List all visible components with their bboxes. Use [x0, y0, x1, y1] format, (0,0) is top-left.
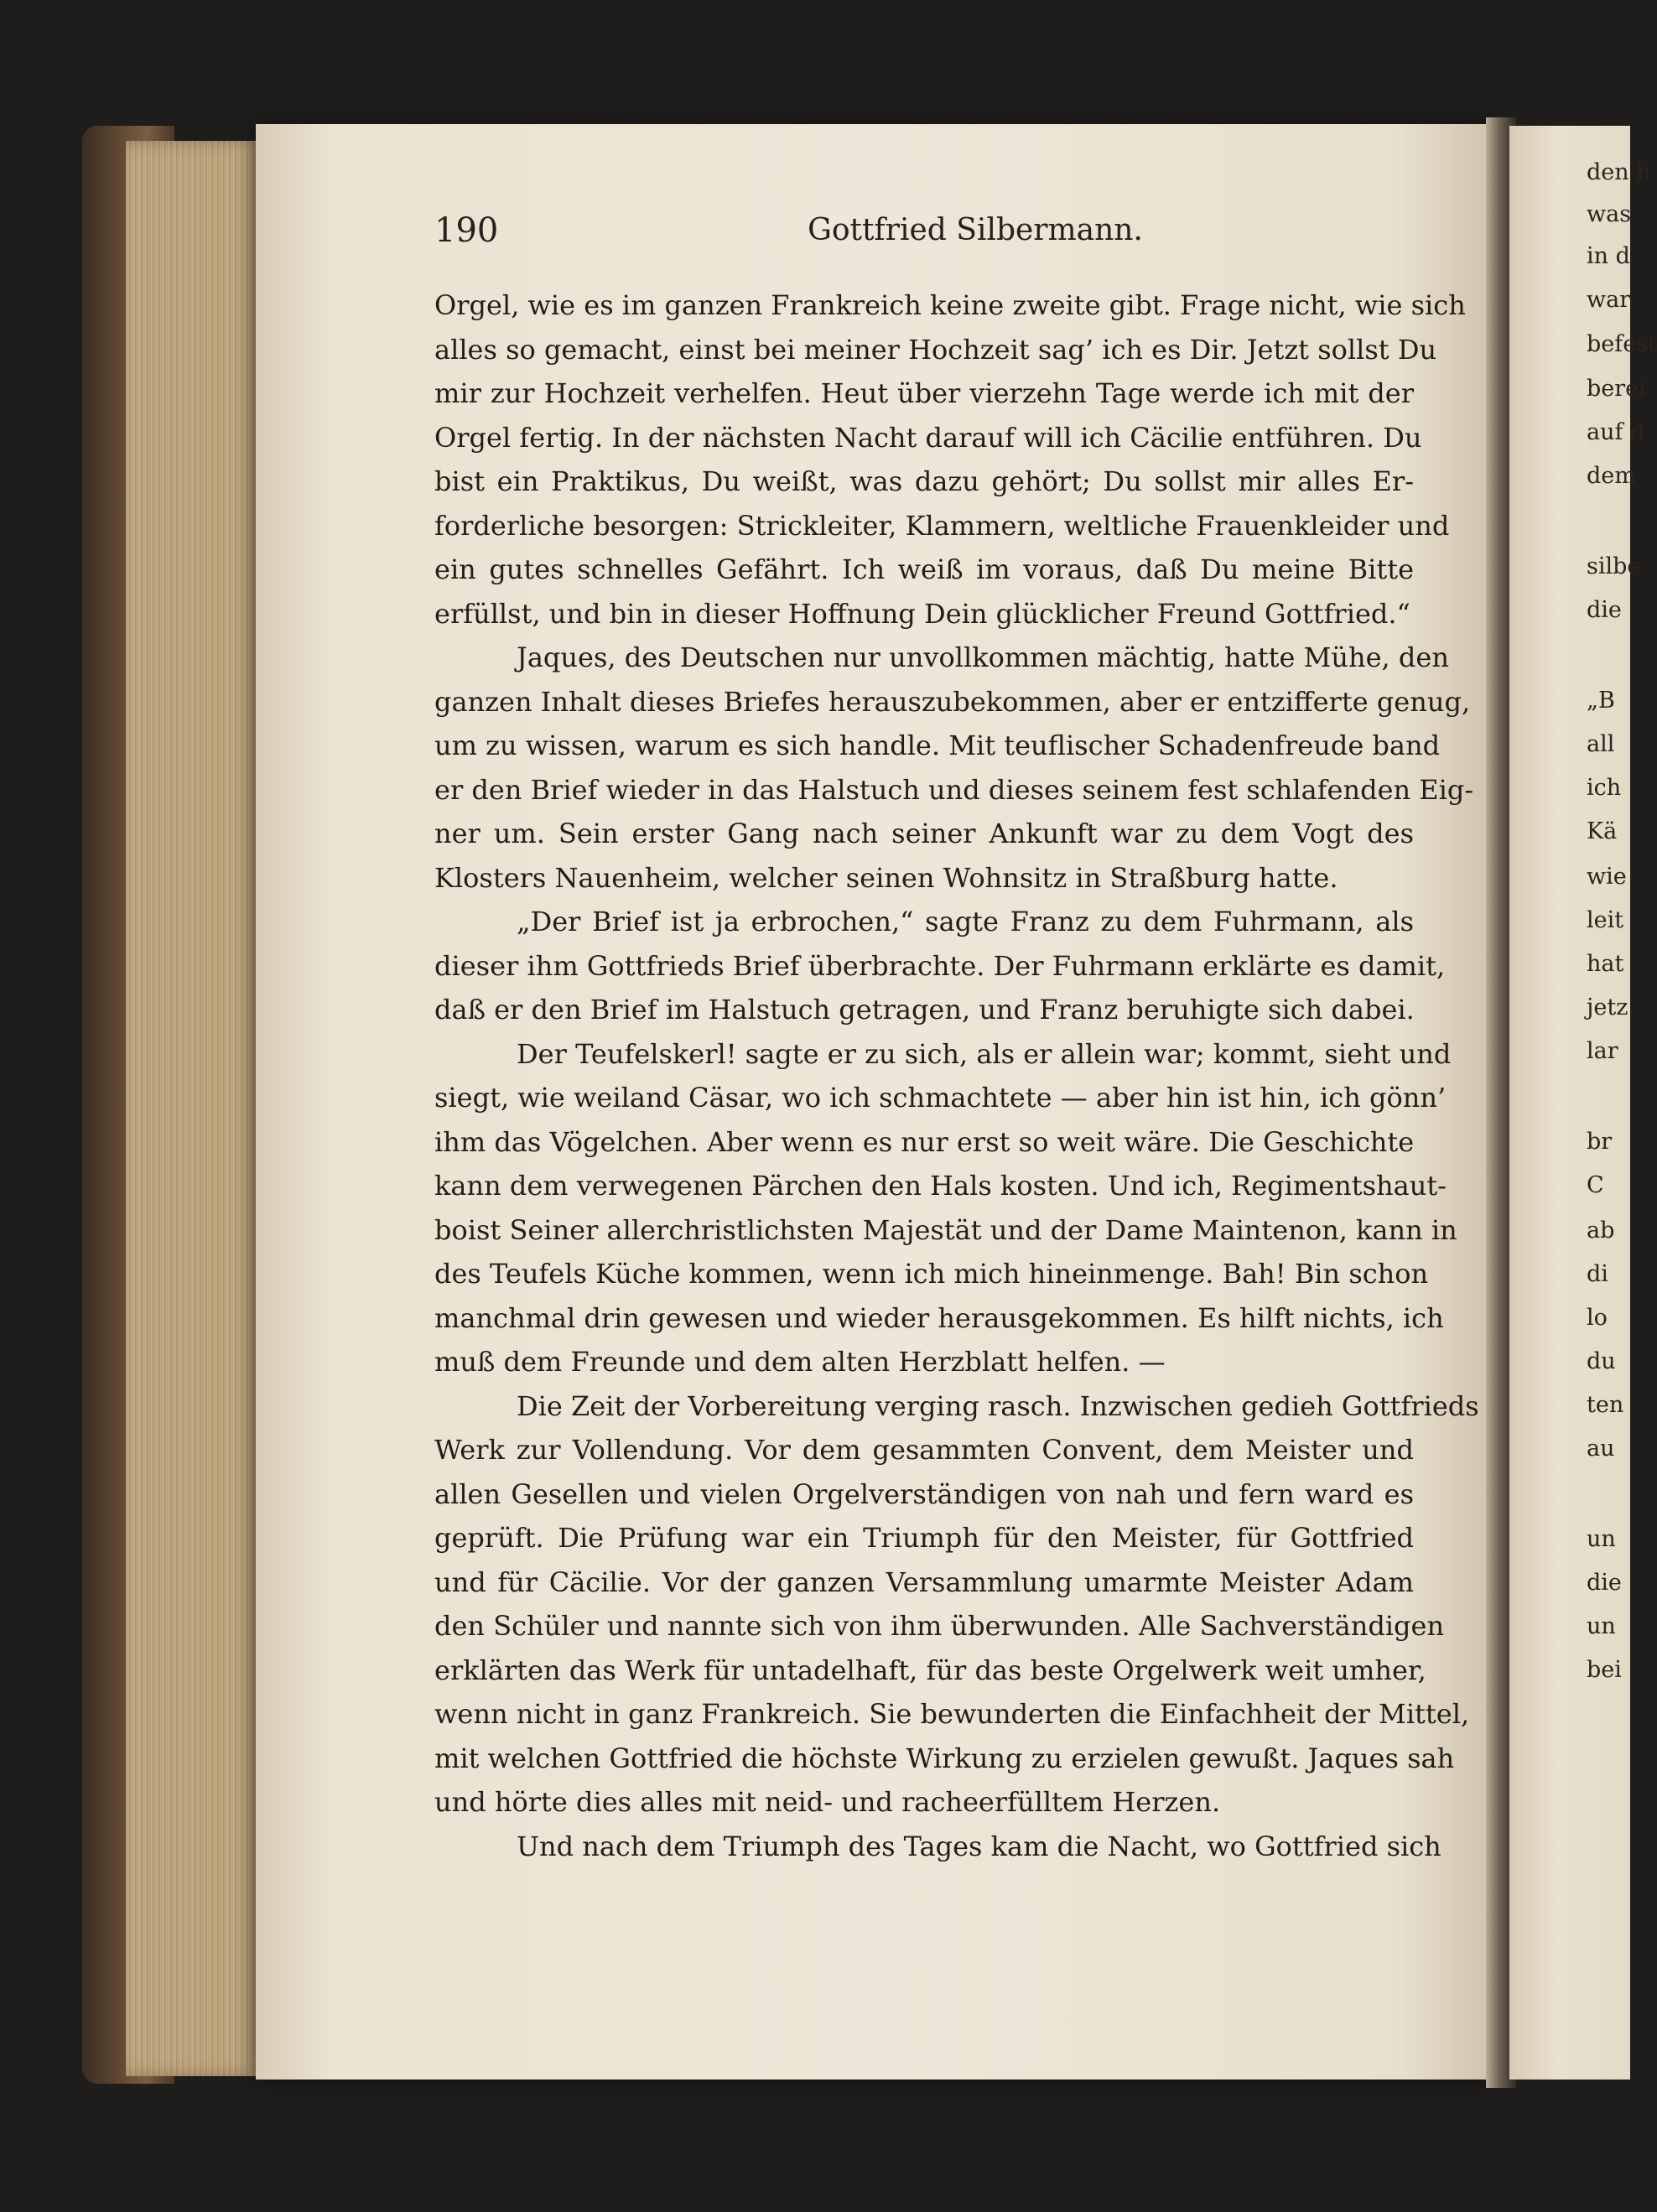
facing-page-text-fragment: br: [1587, 1129, 1613, 1155]
page-stack-edges: [126, 141, 260, 2076]
facing-page-text-fragment: un: [1587, 1613, 1616, 1639]
text-line: Und nach dem Triumph des Tages kam die Nacht, wo Gottfried sich: [517, 1830, 1441, 1862]
facing-page-text-fragment: ab: [1587, 1218, 1615, 1244]
facing-page-text-fragment: lar: [1587, 1038, 1618, 1064]
text-line: Orgel fertig. In der nächsten Nacht darauf will ich Cäcilie entführen. Du: [434, 421, 1422, 454]
text-line: „Der Brief ist ja erbrochen,“ sagte Franz zu dem Fuhrmann, als: [517, 906, 1414, 937]
text-line: Werk zur Vollendung. Vor dem gesammten Convent, dem Meister und: [434, 1434, 1414, 1466]
facing-page-text-fragment: die: [1587, 1570, 1622, 1596]
facing-page-text-fragment: au: [1587, 1436, 1615, 1462]
page-header: [434, 211, 1415, 262]
facing-page-text-fragment: di: [1587, 1261, 1608, 1287]
facing-page-text-fragment: un: [1587, 1526, 1616, 1552]
body-text: [434, 283, 1479, 1868]
facing-page-text-fragment: auf d: [1587, 419, 1645, 445]
text-line: ganzen Inhalt dieses Briefes herauszubekommen, aber er entzifferte genug,: [434, 685, 1471, 718]
facing-page-text-fragment: Kä: [1587, 818, 1618, 844]
text-line: kann dem verwegenen Pärchen den Hals kosten. Und ich, Regimentshaut-: [434, 1170, 1447, 1202]
text-line: um zu wissen, warum es sich handle. Mit teuflischer Schadenfreude band: [434, 730, 1441, 761]
text-line: er den Brief wieder in das Halstuch und dieses seinem fest schlafenden Eig-: [434, 773, 1474, 806]
text-line: geprüft. Die Prüfung war ein Triumph für den Meister, für Gottfried: [434, 1522, 1414, 1554]
facing-page-text-fragment: leit: [1587, 907, 1624, 933]
facing-page-text-fragment: in d: [1587, 243, 1630, 269]
text-line: alles so gemacht, einst bei meiner Hochzeit sag’ ich es Dir. Jetzt sollst Du: [434, 333, 1437, 366]
text-line: ner um. Sein erster Gang nach seiner Ankunft war zu dem Vogt des: [434, 818, 1414, 849]
facing-page-text-fragment: all: [1587, 731, 1615, 757]
facing-page-text-fragment: die: [1587, 597, 1622, 623]
facing-page-text-fragment: dem: [1587, 463, 1636, 489]
text-line: dieser ihm Gottfrieds Brief überbrachte. Der Fuhrmann erklärte es damit,: [434, 949, 1446, 982]
facing-page-text-fragment: „B: [1587, 688, 1615, 714]
facing-page-text-fragment: befest: [1587, 331, 1657, 357]
text-line: mir zur Hochzeit verhelfen. Heut über vierzehn Tage werde ich mit der: [434, 377, 1414, 409]
text-line: Jaques, des Deutschen nur unvollkommen mächtig, hatte Mühe, den: [517, 641, 1449, 673]
facing-page-fragment: [1509, 126, 1657, 2080]
text-line: ihm das Vögelchen. Aber wenn es nur erst so weit wäre. Die Geschichte: [434, 1125, 1415, 1158]
text-line: Orgel, wie es im ganzen Frankreich keine zweite gibt. Frage nicht, wie sich: [434, 289, 1466, 321]
facing-page-text-fragment: wie: [1587, 864, 1627, 890]
page-number: 190: [434, 211, 499, 250]
facing-page-text-fragment: hat: [1587, 951, 1624, 977]
facing-page-text-fragment: berei: [1587, 376, 1646, 402]
facing-page-text-fragment: war: [1587, 287, 1631, 313]
text-line: wenn nicht in ganz Frankreich. Sie bewunderten die Einfachheit der Mittel,: [434, 1698, 1470, 1730]
facing-page-text-fragment: den h: [1587, 159, 1651, 185]
facing-page-text-fragment: silbe: [1587, 553, 1641, 579]
text-line: Klosters Nauenheim, welcher seinen Wohnsitz in Straßburg hatte.: [434, 861, 1338, 894]
text-line: manchmal drin gewesen und wieder herausgekommen. Es hilft nichts, ich: [434, 1301, 1444, 1334]
text-line: mit welchen Gottfried die höchste Wirkung zu erzielen gewußt. Jaques sah: [434, 1742, 1455, 1774]
facing-page-text-fragment: lo: [1587, 1305, 1608, 1331]
text-line: allen Gesellen und vielen Orgelverständigen von nah und fern ward es: [434, 1477, 1414, 1510]
text-line: erfüllst, und bin in dieser Hoffnung Dein glücklicher Freund Gottfried.“: [434, 597, 1410, 630]
facing-page-text-fragment: ich: [1587, 775, 1622, 801]
text-line: bist ein Praktikus, Du weißt, was dazu gehört; Du sollst mir alles Er-: [434, 465, 1414, 497]
facing-page-text-fragment: C: [1587, 1172, 1604, 1198]
text-line: Der Teufelskerl! sagte er zu sich, als er allein war; kommt, sieht und: [517, 1037, 1452, 1070]
text-line: und für Cäcilie. Vor der ganzen Versammlung umarmte Meister Adam: [434, 1566, 1414, 1598]
text-line: des Teufels Küche kommen, wenn ich mich hineinmenge. Bah! Bin schon: [434, 1258, 1429, 1290]
text-line: den Schüler und nannte sich von ihm überwunden. Alle Sachverständigen: [434, 1610, 1445, 1642]
facing-page-text-fragment: was: [1587, 201, 1632, 227]
text-line: daß er den Brief im Halstuch getragen, und Franz beruhigte sich dabei.: [434, 994, 1415, 1026]
text-line: Die Zeit der Vorbereitung verging rasch. Inzwischen gedieh Gottfrieds: [517, 1389, 1479, 1422]
text-line: ein gutes schnelles Gefährt. Ich weiß im voraus, daß Du meine Bitte: [434, 553, 1414, 585]
facing-page-text-fragment: du: [1587, 1348, 1616, 1374]
text-line: boist Seiner allerchristlichsten Majestät und der Dame Maintenon, kann in: [434, 1213, 1457, 1246]
running-head: Gottfried Silbermann.: [808, 213, 1143, 247]
text-line: erklärten das Werk für untadelhaft, für das beste Orgelwerk weit umher,: [434, 1654, 1426, 1686]
text-line: forderliche besorgen: Strickleiter, Klammern, weltliche Frauenkleider und: [434, 509, 1450, 542]
facing-page-text-fragment: ten: [1587, 1392, 1624, 1418]
facing-page-text-fragment: bei: [1587, 1657, 1622, 1683]
text-line: muß dem Freunde und dem alten Herzblatt helfen. —: [434, 1346, 1166, 1378]
text-line: und hörte dies alles mit neid- und racheerfülltem Herzen.: [434, 1786, 1221, 1818]
text-line: siegt, wie weiland Cäsar, wo ich schmachtete — aber hin ist hin, ich gönn’: [434, 1082, 1447, 1114]
facing-page-text-fragment: jetz: [1587, 994, 1628, 1020]
